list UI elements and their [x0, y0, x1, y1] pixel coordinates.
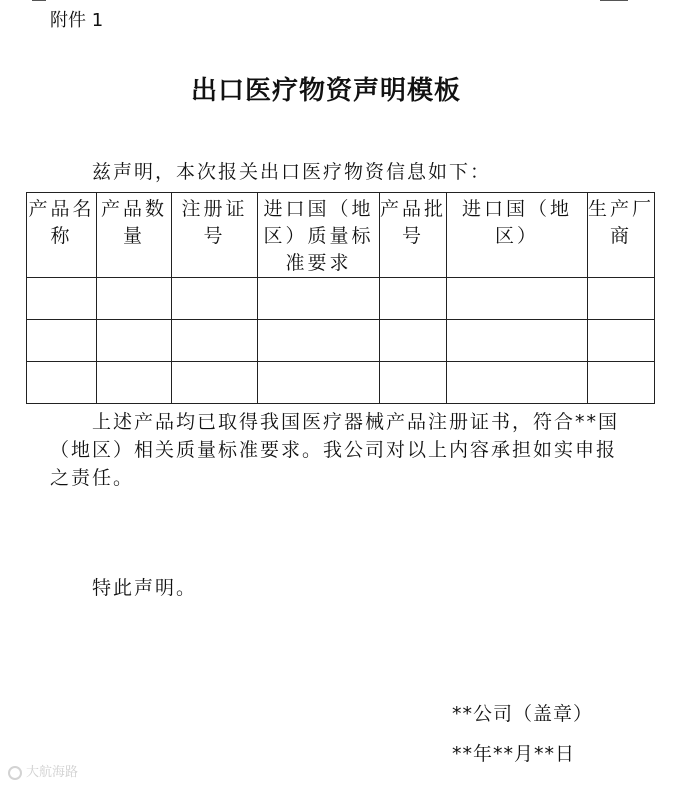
table-cell [588, 320, 655, 362]
header-product-name: 产品名称 [27, 193, 97, 278]
compliance-paragraph [50, 408, 630, 492]
header-import-country: 进口国（地区） [447, 193, 588, 278]
table-cell [97, 320, 172, 362]
watermark-logo-icon [8, 766, 22, 780]
table-cell [447, 362, 588, 404]
header-product-quantity: 产品数量 [97, 193, 172, 278]
table-cell [380, 362, 447, 404]
table-row [27, 278, 655, 320]
header-manufacturer: 生产厂商 [588, 193, 655, 278]
header-batch-number: 产品批号 [380, 193, 447, 278]
header-registration-number: 注册证号 [172, 193, 258, 278]
table-cell [172, 320, 258, 362]
table-cell [447, 320, 588, 362]
table-cell [97, 362, 172, 404]
company-seal-line: **公司（盖章） [452, 703, 594, 725]
watermark [8, 764, 78, 782]
table-row [27, 320, 655, 362]
date-line: **年**月**日 [452, 743, 576, 765]
corner-crop-mark-right [600, 0, 628, 1]
table-cell [588, 278, 655, 320]
table-cell [27, 362, 97, 404]
document-title: 出口医疗物资声明模板 [190, 76, 461, 106]
closing-paragraph [50, 574, 630, 602]
table-cell [27, 320, 97, 362]
table-cell [588, 362, 655, 404]
table-cell [258, 362, 380, 404]
table-row [27, 362, 655, 404]
table-cell [172, 278, 258, 320]
header-import-quality-standard: 进口国（地区）质量标准要求 [258, 193, 380, 278]
table-cell [380, 278, 447, 320]
closing-text: 特此声明。 [92, 577, 198, 599]
table-header-row [27, 193, 655, 278]
table-cell [447, 278, 588, 320]
table-cell [97, 278, 172, 320]
attachment-label: 附件 1 [50, 10, 104, 31]
product-info-table [26, 192, 655, 404]
table-cell [258, 320, 380, 362]
table-cell [27, 278, 97, 320]
table-cell [258, 278, 380, 320]
table-cell [172, 362, 258, 404]
table-cell [380, 320, 447, 362]
watermark-text: 大航海路 [26, 765, 79, 780]
intro-text: 兹声明，本次报关出口医疗物资信息如下： [92, 161, 492, 183]
corner-crop-mark-left [32, 0, 46, 1]
compliance-text: 上述产品均已取得我国医疗器械产品注册证书，符合**国（地区）相关质量标准要求。我公司对以上内容承担如实申报之责任。 [50, 411, 620, 489]
